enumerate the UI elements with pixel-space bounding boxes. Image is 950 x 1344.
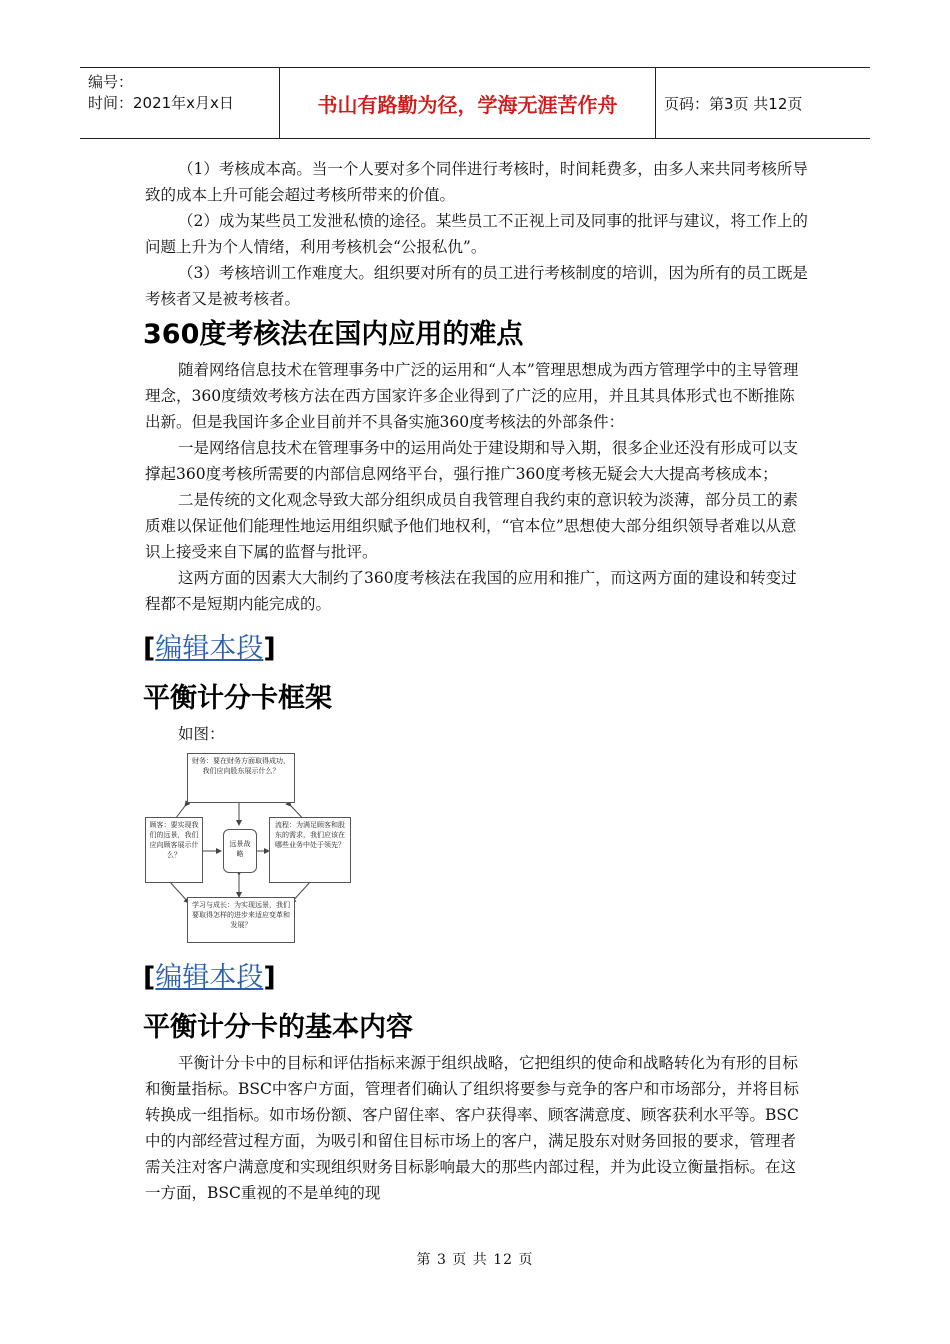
paragraph: （3）考核培训工作难度大。组织要对所有的员工进行考核制度的培训，因为所有的员工既是考核者又是被考核者。	[145, 264, 808, 308]
paragraph: 一是网络信息技术在管理事务中的运用尚处于建设期和导入期，很多企业还没有形成可以支撑起360度考核所需要的内部信息网络平台，强行推广360度考核无疑会大大提高考核成本；	[145, 439, 799, 483]
header-motto: 书山有路勤为径，学海无涯苦作舟	[280, 68, 656, 138]
diagram-box-learning: 学习与成长：为实现远景，我们要取得怎样的进步来适应变革和发展？	[187, 897, 295, 943]
edit-section-anchor[interactable]: 编辑本段	[155, 962, 264, 993]
paragraph: 这两方面的因素大大制约了360度考核法在我国的应用和推广，而这两方面的建设和转变过程都不是短期内能完成的。	[145, 569, 797, 613]
paragraph: （1）考核成本高。当一个人要对多个同伴进行考核时，时间耗费多，由多人来共同考核所导致的成本上升可能会超过考核所带来的价值。	[145, 160, 808, 204]
diagram-box-vision-strategy: 远景战略	[223, 829, 257, 873]
edit-section-anchor[interactable]: 编辑本段	[155, 633, 264, 664]
document-body	[145, 156, 810, 1206]
bracket-open: [	[143, 962, 156, 993]
section-heading-360-difficulties: 360度考核法在国内应用的难点	[143, 319, 524, 350]
paragraph: 平衡计分卡中的目标和评估指标来源于组织战略，它把组织的使命和战略转化为有形的目标和衡量指标。BSC中客户方面，管理者们确认了组织将要参与竞争的客户和市场部分，并将目标转换成一组指标。如市场份额、客户留住率、客户获得率、顾客满意度、顾客获利水平等。BSC中的内部经营过程方面，为吸引和留住目标市场上的客户，满足股东对财务回报的要求，管理者需关注对客户满意度和实现组织财务目标影响最大的那些内部过程，并为此设立衡量指标。在这一方面，BSC重视的不是单纯的现	[145, 1054, 799, 1202]
page-header	[80, 67, 870, 139]
bracket-close: ]	[263, 633, 276, 664]
page-footer: 第 3 页 共 12 页	[416, 1252, 534, 1268]
arrow-customer-learning	[169, 881, 189, 903]
figure-caption: 如图：	[178, 725, 225, 743]
bsc-framework-diagram	[145, 751, 360, 946]
section-heading-bsc-framework: 平衡计分卡框架	[143, 683, 332, 714]
document-number-label: 编号：	[88, 73, 134, 91]
diagram-box-finance: 财务：要在财务方面取得成功，我们应向股东展示什么？	[187, 753, 295, 803]
section-heading-bsc-content: 平衡计分卡的基本内容	[143, 1012, 413, 1043]
bracket-open: [	[143, 633, 156, 664]
header-meta	[80, 68, 280, 138]
diagram-box-customer: 顾客：要实现我们的远景，我们应向顾客展示什么？	[145, 817, 203, 883]
edit-section-link-2	[143, 958, 810, 998]
document-time: 时间：2021年x月x日	[88, 94, 234, 112]
edit-section-link-1	[143, 629, 810, 669]
paragraph: （2）成为某些员工发泄私愤的途径。某些员工不正视上司及同事的批评与建议，将工作上的问题上升为个人情绪，利用考核机会“公报私仇”。	[145, 212, 808, 256]
paragraph: 二是传统的文化观念导致大部分组织成员自我管理自我约束的意识较为淡薄，部分员工的素质难以保证他们能理性地运用组织赋予他们地权利，“官本位”思想使大部分组织领导者难以从意识上接受来自下属的监督与批评。	[145, 491, 799, 561]
bracket-close: ]	[263, 962, 276, 993]
diagram-box-process: 流程：为满足顾客和股东的需求，我们应该在哪些业务中处于领先？	[269, 817, 351, 883]
header-page-info: 页码：第3页 共12页	[664, 94, 803, 113]
paragraph: 随着网络信息技术在管理事务中广泛的运用和“人本”管理思想成为西方管理学中的主导管理理念，360度绩效考核方法在西方国家许多企业得到了广泛的应用，并且其具体形式也不断推陈出新。但是我国许多企业目前并不具备实施360度考核法的外部条件：	[145, 361, 799, 431]
